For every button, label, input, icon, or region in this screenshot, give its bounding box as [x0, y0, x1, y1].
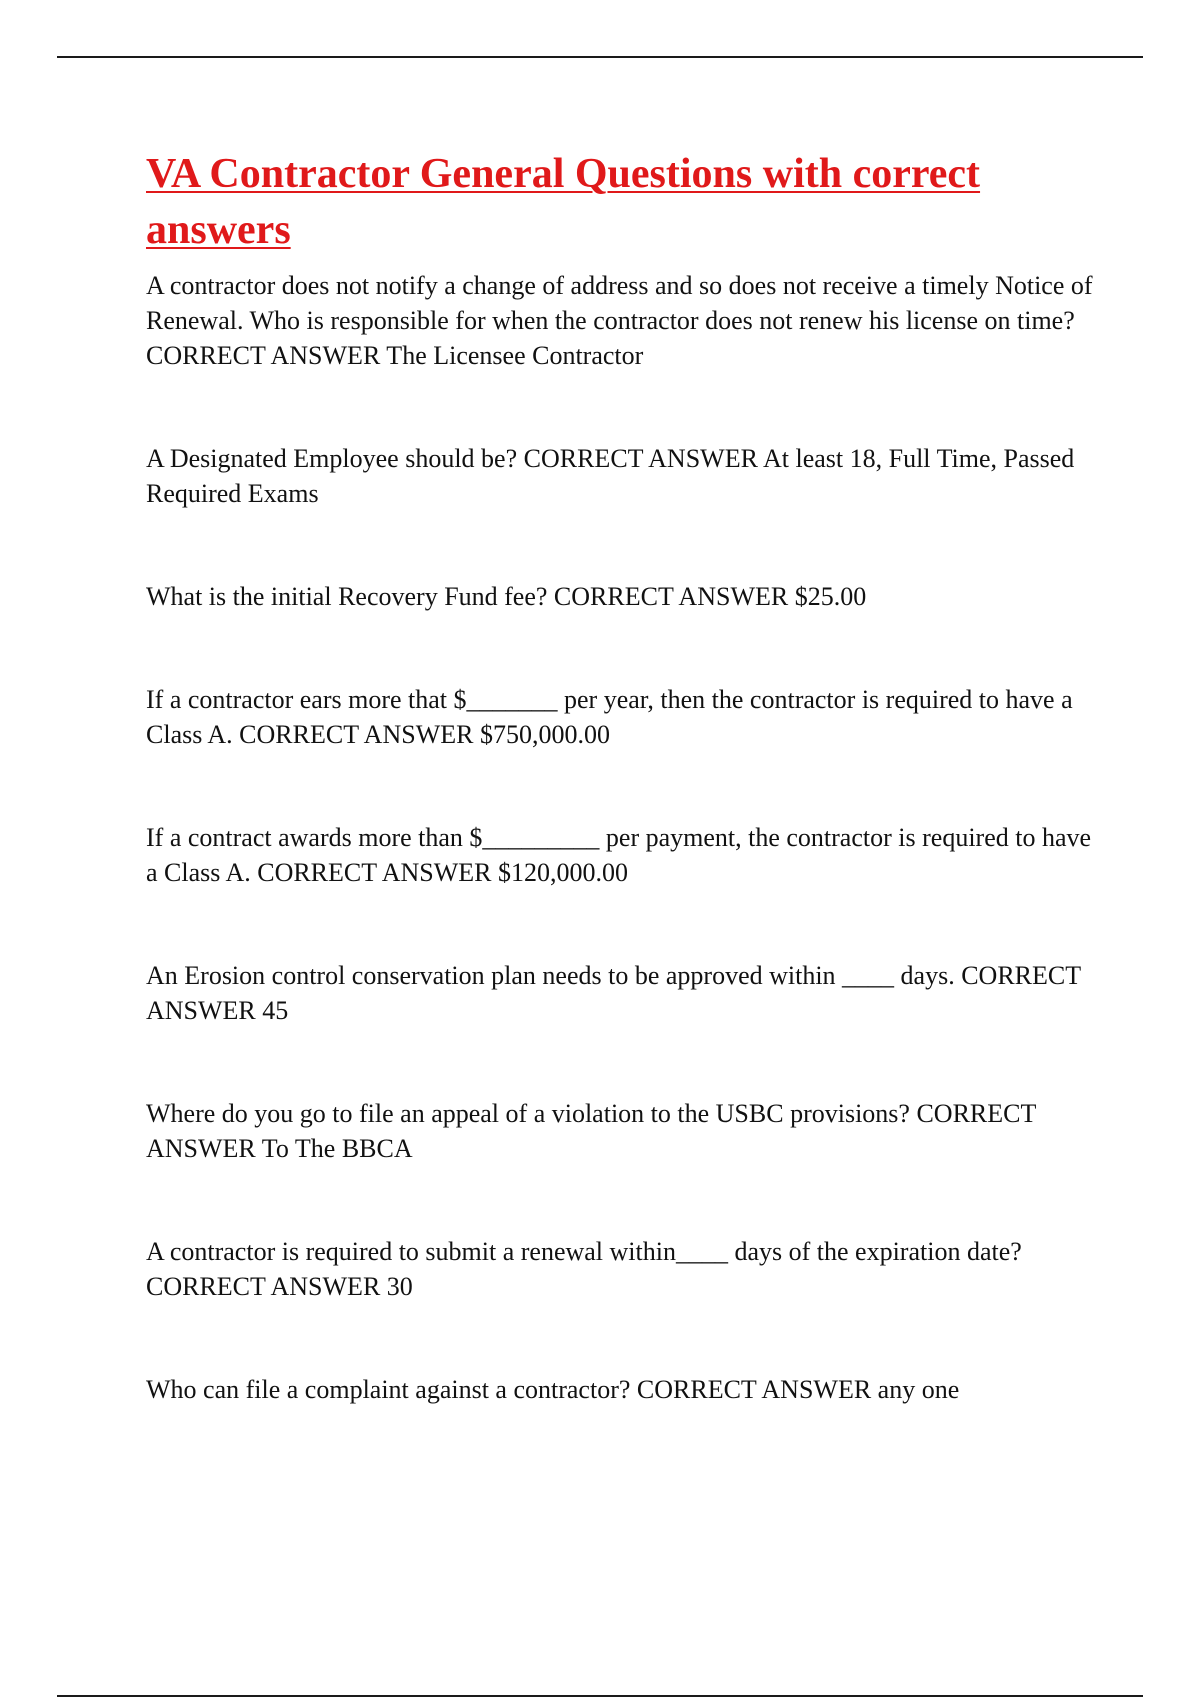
question-item: A contractor does not notify a change of address and so does not receive a timely Notice of Renewal. Who is responsible for when the contractor does not renew his license on time? CORRECT ANSWER The Licensee Contractor	[146, 271, 1093, 370]
document-body	[146, 146, 1096, 1407]
question-item: A contractor is required to submit a renewal within____ days of the expiration date? CORRECT ANSWER 30	[146, 1237, 1022, 1301]
question-item: What is the initial Recovery Fund fee? CORRECT ANSWER $25.00	[146, 582, 867, 611]
document-title: VA Contractor General Questions with correct answers	[146, 151, 981, 253]
top-rule	[57, 56, 1143, 58]
question-item: Where do you go to file an appeal of a violation to the USBC provisions? CORRECT ANSWER To The BBCA	[146, 1099, 1036, 1163]
question-item: If a contractor ears more that $_______ per year, then the contractor is required to have a Class A. CORRECT ANSWER $750,000.00	[146, 685, 1073, 749]
question-item: An Erosion control conservation plan needs to be approved within ____ days. CORRECT ANSWER 45	[146, 961, 1081, 1025]
question-list	[146, 268, 1096, 1407]
bottom-rule	[57, 1695, 1143, 1697]
question-item: If a contract awards more than $_________ per payment, the contractor is required to have a Class A. CORRECT ANSWER $120,000.00	[146, 823, 1092, 887]
question-item: Who can file a complaint against a contractor? CORRECT ANSWER any one	[146, 1375, 960, 1404]
question-item: A Designated Employee should be? CORRECT ANSWER At least 18, Full Time, Passed Required Exams	[146, 444, 1075, 508]
